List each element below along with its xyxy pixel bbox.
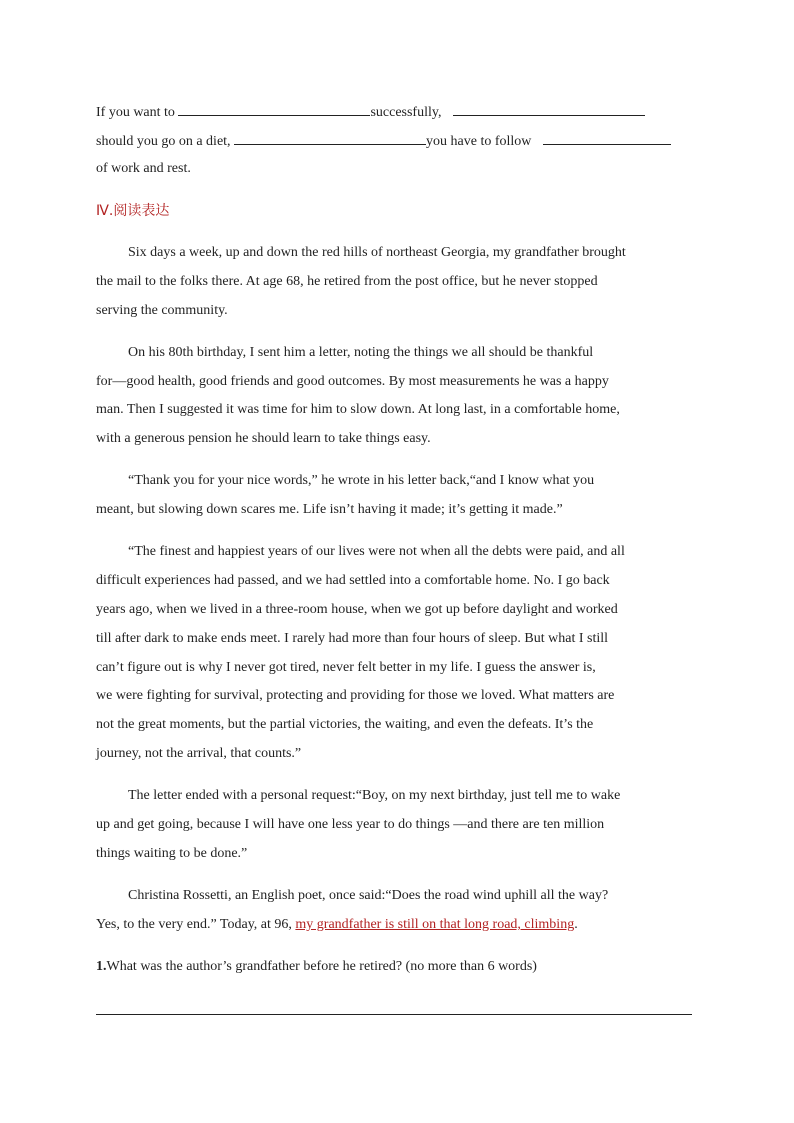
question-text: What was the author’s grandfather before he retired? (no more than 6 words) (106, 959, 537, 974)
fill-text: successfully, (370, 105, 442, 120)
fill-line-2 (96, 130, 671, 152)
para4-line: years ago, when we lived in a three-room house, when we got up before daylight and worked (96, 602, 618, 617)
para4-line: not the great moments, but the partial victories, the waiting, and even the defeats. It’s the (96, 717, 594, 732)
para3-line: meant, but slowing down scares me. Life isn’t having it made; it’s getting it made.” (96, 502, 563, 517)
blank-4[interactable] (543, 130, 671, 145)
para5-line: things waiting to be done.” (96, 846, 248, 861)
para4-line: can’t figure out is why I never got tired, never felt better in my life. I guess the answer is, (96, 660, 596, 675)
question-1 (96, 957, 537, 977)
para6-line: Christina Rossetti, an English poet, once said:“Does the road wind uphill all the way? (128, 888, 609, 903)
para1-line: Six days a week, up and down the red hills of northeast Georgia, my grandfather brought (128, 245, 626, 260)
para2-line: man. Then I suggested it was time for him to slow down. At long last, in a comfortable home, (96, 402, 620, 417)
fill-text: you have to follow (426, 134, 532, 149)
para1-line: the mail to the folks there. At age 68, he retired from the post office, but he never stopped (96, 274, 598, 289)
fill-line-3 (96, 159, 191, 179)
para4-line: we were fighting for survival, protecting and providing for those we loved. What matters are (96, 688, 615, 703)
blank-2[interactable] (453, 101, 645, 116)
fill-text: of work and rest. (96, 161, 191, 176)
para5-line: The letter ended with a personal request:“Boy, on my next birthday, just tell me to wake (128, 788, 621, 803)
blank-1[interactable] (178, 101, 370, 116)
fill-text: If you want to (96, 105, 175, 120)
question-number: 1. (96, 959, 107, 974)
para2-line: On his 80th birthday, I sent him a letter, noting the things we all should be thankful (128, 345, 594, 360)
para3-line: “Thank you for your nice words,” he wrote in his letter back,“and I know what you (128, 473, 595, 488)
para5-line: up and get going, because I will have one less year to do things —and there are ten million (96, 817, 605, 832)
para2-line: for—good health, good friends and good outcomes. By most measurements he was a happy (96, 374, 609, 389)
fill-text: should you go on a diet, (96, 134, 231, 149)
answer-line[interactable] (96, 1014, 692, 1015)
para2-line: with a generous pension he should learn to take things easy. (96, 431, 431, 446)
para6-line-last (96, 915, 578, 935)
para1-line: serving the community. (96, 303, 228, 318)
para4-line: “The finest and happiest years of our lives were not when all the debts were paid, and all (128, 544, 625, 559)
para6-text: Yes, to the very end.” Today, at 96, (96, 917, 292, 932)
para4-line: till after dark to make ends meet. I rarely had more than four hours of sleep. But what I still (96, 631, 609, 646)
highlighted-phrase: my grandfather is still on that long road, climbing (295, 917, 575, 932)
section-title: Ⅳ.阅读表达 (96, 203, 170, 219)
para6-period: . (574, 917, 578, 932)
blank-3[interactable] (234, 130, 426, 145)
para4-line: journey, not the arrival, that counts.” (96, 746, 302, 761)
fill-line-1 (96, 101, 645, 123)
para4-line: difficult experiences had passed, and we had settled into a comfortable home. No. I go back (96, 573, 610, 588)
